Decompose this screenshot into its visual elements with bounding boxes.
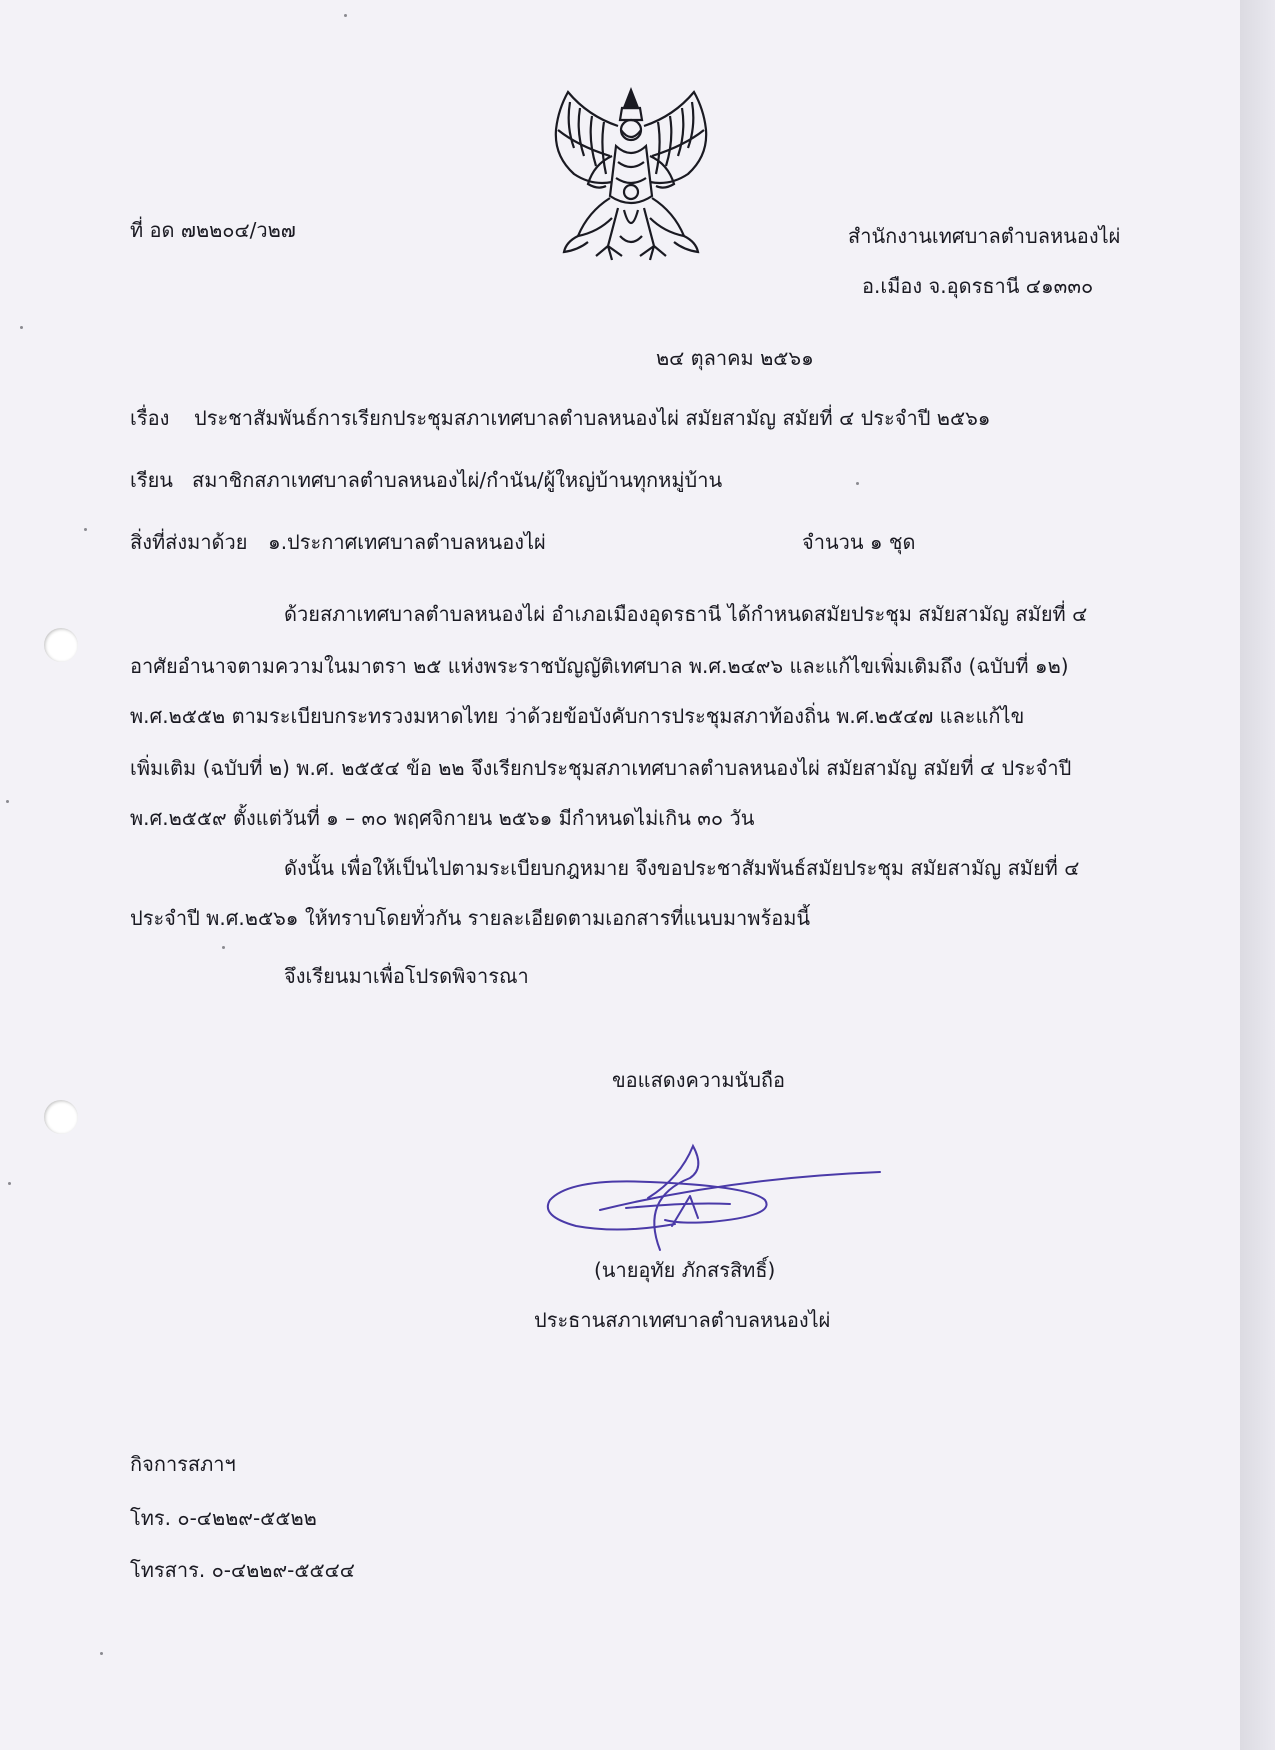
enclosure-label: สิ่งที่ส่งมาด้วย — [130, 530, 248, 554]
paper-speck — [6, 800, 9, 803]
paper-speck — [8, 1182, 11, 1185]
document-date: ๒๔ ตุลาคม ๒๕๖๑ — [656, 346, 814, 370]
signer-title: ประธานสภาเทศบาลตำบลหนองไผ่ — [534, 1308, 831, 1332]
body-line: ดังนั้น เพื่อให้เป็นไปตามระเบียบกฎหมาย จึงขอประชาสัมพันธ์สมัยประชุม สมัยสามัญ สมัยที่ ๔ — [284, 856, 1080, 880]
body-line: พ.ศ.๒๕๕๒ ตามระเบียบกระทรวงมหาดไทย ว่าด้วยข้อบังคับการประชุมสภาท้องถิ่น พ.ศ.๒๕๔๗ และแก้ไข — [130, 704, 1025, 728]
enclosure-item: ๑.ประกาศเทศบาลตำบลหนองไผ่ — [268, 530, 546, 554]
paper-speck — [344, 14, 347, 17]
subject-label: เรื่อง — [130, 406, 170, 430]
office-address: อ.เมือง จ.อุดรธานี ๔๑๓๓๐ — [862, 274, 1094, 298]
signer-name: (นายอุทัย ภักสรสิทธิ์) — [594, 1258, 776, 1282]
closing-line: จึงเรียนมาเพื่อโปรดพิจารณา — [284, 964, 529, 988]
enclosure-quantity: จำนวน ๑ ชุด — [802, 530, 916, 554]
footer-phone: โทร. ๐-๔๒๒๙-๕๕๒๒ — [130, 1506, 317, 1530]
paper-speck — [84, 528, 87, 531]
reference-number: ที่ อด ๗๒๒๐๔/ว๒๗ — [130, 218, 296, 242]
body-line: ด้วยสภาเทศบาลตำบลหนองไผ่ อำเภอเมืองอุดรธานี ได้กำหนดสมัยประชุม สมัยสามัญ สมัยที่ ๔ — [284, 602, 1088, 626]
recipient-label: เรียน — [130, 468, 173, 492]
footer-department: กิจการสภาฯ — [130, 1452, 236, 1476]
footer-fax: โทรสาร. ๐-๔๒๒๙-๕๕๔๔ — [130, 1558, 355, 1582]
body-line: เพิ่มเติม (ฉบับที่ ๒) พ.ศ. ๒๕๕๔ ข้อ ๒๒ จึงเรียกประชุมสภาเทศบาลตำบลหนองไผ่ สมัยสามัญ สมัยที่ ๔ ประจำปี — [130, 756, 1072, 780]
scan-edge — [1240, 0, 1275, 1750]
body-line: อาศัยอำนาจตามความในมาตรา ๒๕ แห่งพระราชบัญญัติเทศบาล พ.ศ.๒๔๙๖ และแก้ไขเพิ่มเติมถึง (ฉบับที่ ๑๒) — [130, 654, 1069, 678]
body-line: ประจำปี พ.ศ.๒๕๖๑ ให้ทราบโดยทั่วกัน รายละเอียดตามเอกสารที่แนบมาพร้อมนี้ — [130, 906, 811, 930]
paper-speck — [100, 1652, 103, 1655]
office-name: สำนักงานเทศบาลตำบลหนองไผ่ — [848, 224, 1121, 248]
paper-speck — [222, 946, 225, 949]
recipient-text: สมาชิกสภาเทศบาลตำบลหนองไผ่/กำนัน/ผู้ใหญ่บ้านทุกหมู่บ้าน — [192, 468, 723, 492]
salutation: ขอแสดงความนับถือ — [612, 1068, 786, 1092]
paper-speck — [20, 326, 23, 329]
subject-text: ประชาสัมพันธ์การเรียกประชุมสภาเทศบาลตำบลหนองไผ่ สมัยสามัญ สมัยที่ ๔ ประจำปี ๒๕๖๑ — [194, 406, 991, 430]
garuda-emblem-icon — [548, 86, 714, 268]
binder-hole — [44, 628, 78, 662]
paper-speck — [856, 482, 859, 485]
handwritten-signature — [530, 1138, 885, 1258]
binder-hole — [44, 1100, 78, 1134]
body-line: พ.ศ.๒๕๕๙ ตั้งแต่วันที่ ๑ – ๓๐ พฤศจิกายน ๒๕๖๑ มีกำหนดไม่เกิน ๓๐ วัน — [130, 806, 755, 830]
